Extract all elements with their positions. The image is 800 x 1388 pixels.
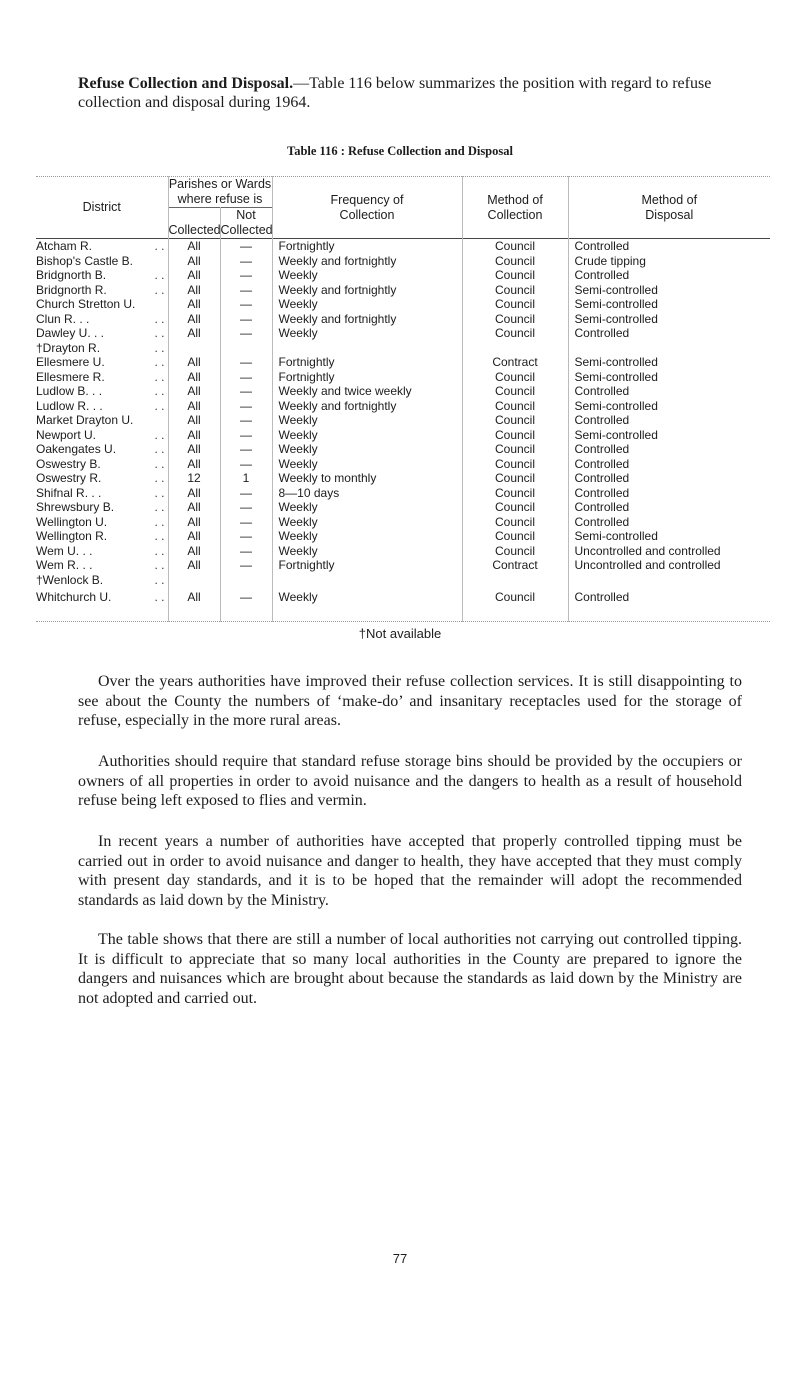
table-row [36, 239, 770, 254]
cell-frequency: Weekly [272, 442, 462, 457]
cell-not-collected: — [220, 239, 272, 254]
leader-dots: . . [154, 558, 165, 572]
cell-not-collected: — [220, 283, 272, 298]
cell-frequency: 8—10 days [272, 486, 462, 501]
cell-collected: All [168, 529, 220, 544]
district-name: Oswestry B. [36, 456, 101, 471]
cell-district [36, 486, 168, 501]
district-name: Wem R. . . [36, 558, 93, 572]
cell-method-collection: Council [462, 239, 568, 254]
district-name: Bridgnorth R. [36, 282, 107, 297]
cell-frequency: Weekly [272, 515, 462, 530]
district-name: Whitchurch U. [36, 590, 112, 604]
cell-district [36, 500, 168, 515]
cell-collected: All [168, 486, 220, 501]
leader-dots: . . [154, 500, 165, 514]
cell-district [36, 428, 168, 443]
leader-dots: . . [154, 340, 165, 355]
district-name: Wem U. . . [36, 543, 93, 558]
cell-method-collection: Council [462, 529, 568, 544]
cell-method-disposal: Controlled [574, 239, 630, 253]
table-row [36, 529, 770, 544]
cell-method-disposal: Controlled [574, 384, 630, 398]
paragraph-4: The table shows that there are still a number of local authorities not carrying out controlled tipping. It is difficult to appreciate that so many local authorities in the County are prepared to ignore the dangers and nuisances which are brought about because the standards as laid down by the Ministry are not adopted and carried out. [78, 931, 742, 1007]
table-row [36, 442, 770, 457]
cell-district: Church Stretton U. [36, 297, 168, 312]
paragraph-1: Over the years authorities have improved their refuse collection services. It is still disappointing to see about the County the numbers of ‘make-do’ and insanitary receptacles used for the storage of refuse, especially in the more rural areas. [78, 673, 742, 730]
leader-dots: . . [154, 384, 165, 398]
cell-collected: All [168, 413, 220, 428]
cell-method-collection: Council [462, 254, 568, 269]
cell-method-collection: Contract [462, 355, 568, 370]
cell-frequency: Fortnightly [272, 239, 462, 254]
cell-method-disposal: Controlled [574, 485, 630, 500]
table-row [36, 268, 770, 283]
table-caption: Table 116 : Refuse Collection and Disposal [287, 144, 513, 158]
leader-dots: . . [154, 572, 165, 587]
table-row [36, 370, 770, 385]
cell-district [36, 355, 168, 370]
district-name: Ellesmere U. [36, 355, 105, 369]
cell-district [36, 399, 168, 414]
table-body [36, 239, 770, 622]
cell-method-disposal: Semi-controlled [574, 369, 658, 384]
cell-method-collection: Council [462, 384, 568, 399]
district-name: †Wenlock B. [36, 572, 104, 587]
cell-method-collection: Council [462, 471, 568, 486]
table-row [36, 297, 770, 312]
cell-method-collection: Council [462, 544, 568, 559]
table-row [36, 486, 770, 501]
cell-frequency: Weekly and fortnightly [272, 312, 462, 327]
page-number: 77 [392, 1251, 408, 1266]
leader-dots: . . [154, 427, 165, 442]
cell-not-collected: — [220, 544, 272, 559]
table-row [36, 355, 770, 370]
cell-not-collected: — [220, 399, 272, 414]
district-name: Ellesmere R. [36, 369, 105, 384]
cell-collected [168, 573, 220, 588]
cell-not-collected: 1 [220, 471, 272, 486]
cell-method-disposal: Controlled [574, 456, 630, 471]
cell-collected: All [168, 239, 220, 254]
cell-not-collected: — [220, 457, 272, 472]
cell-frequency: Weekly [272, 413, 462, 428]
cell-collected: All [168, 370, 220, 385]
leader-dots: . . [154, 282, 165, 297]
cell-collected: All [168, 457, 220, 472]
cell-district [36, 283, 168, 298]
cell-collected [168, 341, 220, 356]
district-name: Bridgnorth B. [36, 268, 107, 282]
cell-method-disposal: Controlled [574, 500, 630, 514]
cell-not-collected: — [220, 500, 272, 515]
cell-frequency: Fortnightly [272, 370, 462, 385]
cell-collected: All [168, 355, 220, 370]
cell-method-collection: Council [462, 268, 568, 283]
leader-dots: . . [154, 355, 165, 369]
leader-dots: . . [154, 311, 165, 326]
cell-not-collected: — [220, 515, 272, 530]
cell-not-collected: — [220, 558, 272, 573]
cell-method-disposal: Semi-controlled [574, 297, 658, 311]
cell-frequency: Weekly to monthly [272, 471, 462, 486]
paragraph-2: Authorities should require that standard refuse storage bins should be provided by the occupiers or owners of all properties in order to avoid nuisance and the dangers to health as a result of household refuse being left exposed to flies and vermin. [78, 753, 742, 810]
cell-district [36, 341, 168, 356]
header-parishes-group [168, 177, 272, 208]
table-footnote: †Not available [358, 626, 442, 641]
cell-method-disposal: Controlled [574, 442, 630, 456]
intro-paragraph [78, 74, 738, 112]
cell-collected: All [168, 587, 220, 621]
cell-collected: All [168, 297, 220, 312]
cell-collected: All [168, 544, 220, 559]
table-row [36, 587, 770, 621]
table-row [36, 471, 770, 486]
table-row [36, 558, 770, 573]
cell-collected: All [168, 384, 220, 399]
cell-collected: 12 [168, 471, 220, 486]
cell-collected: All [168, 254, 220, 269]
district-name: †Drayton R. [36, 340, 101, 355]
header-frequency: Frequency of Collection [272, 177, 462, 239]
cell-not-collected: — [220, 297, 272, 312]
cell-method-collection: Council [462, 587, 568, 621]
cell-method-collection: Contract [462, 558, 568, 573]
cell-frequency: Weekly and fortnightly [272, 283, 462, 298]
table-row [36, 544, 770, 559]
leader-dots: . . [154, 456, 165, 471]
cell-frequency: Fortnightly [272, 355, 462, 370]
leader-dots: . . [154, 326, 165, 340]
district-name: Clun R. . . [36, 311, 90, 326]
header-method-collection: Method of Collection [462, 177, 568, 239]
cell-district: Bishop's Castle B. [36, 254, 168, 269]
cell-frequency [272, 341, 462, 356]
cell-collected: All [168, 442, 220, 457]
cell-method-collection: Council [462, 428, 568, 443]
table-row [36, 399, 770, 414]
cell-method-disposal: Semi-controlled [574, 311, 658, 326]
cell-district [36, 529, 168, 544]
cell-method-collection: Council [462, 312, 568, 327]
cell-method-collection: Council [462, 326, 568, 341]
cell-collected: All [168, 399, 220, 414]
cell-frequency: Weekly and twice weekly [272, 384, 462, 399]
cell-not-collected [220, 573, 272, 588]
cell-district [36, 442, 168, 457]
cell-frequency: Weekly [272, 326, 462, 341]
cell-not-collected: — [220, 312, 272, 327]
leader-dots: . . [154, 239, 165, 253]
table-row [36, 341, 770, 356]
cell-not-collected: — [220, 428, 272, 443]
cell-method-collection: Council [462, 500, 568, 515]
cell-method-collection: Council [462, 442, 568, 457]
table-row [36, 457, 770, 472]
table-row [36, 428, 770, 443]
refuse-table-container [36, 176, 770, 622]
cell-district [36, 573, 168, 588]
cell-not-collected: — [220, 529, 272, 544]
cell-district [36, 239, 168, 254]
cell-method-disposal: Controlled [574, 590, 630, 604]
cell-not-collected: — [220, 587, 272, 621]
cell-frequency: Weekly [272, 500, 462, 515]
cell-collected: All [168, 268, 220, 283]
header-parishes-line2: where refuse is [177, 192, 263, 206]
cell-method-disposal [568, 573, 770, 588]
cell-frequency: Weekly [272, 268, 462, 283]
header-not-collected: Not Collected [220, 208, 273, 237]
cell-not-collected: — [220, 370, 272, 385]
header-district: District [36, 177, 168, 239]
district-name: Newport U. [36, 427, 97, 442]
cell-method-collection [462, 341, 568, 356]
header-method-disposal: Method of Disposal [641, 192, 698, 222]
cell-collected: All [168, 428, 220, 443]
cell-method-disposal: Controlled [574, 514, 630, 529]
cell-method-disposal [568, 341, 770, 356]
table-row [36, 500, 770, 515]
cell-method-collection: Council [462, 515, 568, 530]
table-row [36, 283, 770, 298]
cell-frequency: Weekly [272, 457, 462, 472]
refuse-collection-table [36, 176, 770, 622]
district-name: Dawley U. . . [36, 326, 105, 340]
district-name: Atcham R. [36, 239, 93, 253]
district-name: Shrewsbury B. [36, 500, 115, 514]
table-row [36, 573, 770, 588]
table-row [36, 312, 770, 327]
cell-frequency: Weekly and fortnightly [272, 399, 462, 414]
cell-not-collected: — [220, 442, 272, 457]
cell-method-disposal: Semi-controlled [574, 529, 658, 543]
cell-collected: All [168, 312, 220, 327]
cell-district [36, 544, 168, 559]
district-name: Oswestry R. [36, 471, 102, 485]
cell-method-disposal: Controlled [574, 268, 630, 282]
cell-district [36, 384, 168, 399]
cell-district [36, 587, 168, 621]
intro-text: —Table 116 below summarizes the position with regard to refuse collection and disposal during 1964. [78, 75, 712, 111]
cell-frequency: Weekly [272, 587, 462, 621]
cell-method-collection [462, 573, 568, 588]
table-header [36, 177, 770, 239]
cell-not-collected: — [220, 384, 272, 399]
cell-frequency: Weekly and fortnightly [272, 254, 462, 269]
cell-district [36, 457, 168, 472]
cell-frequency: Weekly [272, 297, 462, 312]
table-row [36, 384, 770, 399]
cell-method-collection: Council [462, 370, 568, 385]
header-parishes-line1: Parishes or Wards [168, 177, 272, 191]
table-row [36, 254, 770, 269]
cell-collected: All [168, 283, 220, 298]
cell-frequency: Weekly [272, 544, 462, 559]
cell-not-collected: — [220, 326, 272, 341]
leader-dots: . . [154, 471, 165, 485]
district-name: Wellington U. [36, 514, 108, 529]
cell-method-collection: Council [462, 297, 568, 312]
district-name: Wellington R. [36, 529, 108, 543]
leader-dots: . . [154, 398, 165, 413]
table-row [36, 413, 770, 428]
cell-method-collection: Council [462, 283, 568, 298]
cell-method-disposal: Uncontrolled and controlled [574, 543, 721, 558]
leader-dots: . . [154, 369, 165, 384]
leader-dots: . . [154, 543, 165, 558]
cell-method-disposal: Semi-controlled [574, 355, 658, 369]
cell-frequency: Weekly [272, 529, 462, 544]
cell-frequency: Fortnightly [272, 558, 462, 573]
district-name: Ludlow B. . . [36, 384, 103, 398]
cell-collected: All [168, 500, 220, 515]
header-collected: Collected [168, 208, 220, 239]
district-name: Shifnal R. . . [36, 485, 102, 500]
cell-not-collected: — [220, 254, 272, 269]
cell-method-disposal: Semi-controlled [574, 427, 658, 442]
cell-not-collected: — [220, 486, 272, 501]
cell-district [36, 471, 168, 486]
cell-not-collected [220, 341, 272, 356]
cell-district [36, 558, 168, 573]
table-row [36, 515, 770, 530]
cell-method-disposal: Controlled [574, 413, 630, 427]
leader-dots: . . [154, 529, 165, 543]
cell-method-disposal: Semi-controlled [574, 282, 658, 297]
intro-heading: Refuse Collection and Disposal. [78, 75, 294, 92]
cell-frequency: Weekly [272, 428, 462, 443]
district-name: Ludlow R. . . [36, 398, 103, 413]
leader-dots: . . [154, 590, 165, 604]
cell-collected: All [168, 515, 220, 530]
cell-method-disposal: Controlled [574, 471, 630, 485]
cell-not-collected: — [220, 413, 272, 428]
paragraph-3: In recent years a number of authorities have accepted that properly controlled tipping must be carried out in order to avoid nuisance and danger to health, they have accepted that they must comply with present day standards, and it is to be hoped that the remainder will adopt the recommended standards as laid down by the Ministry. [78, 833, 742, 909]
cell-frequency [272, 573, 462, 588]
district-name: Oakengates U. [36, 442, 117, 456]
cell-method-disposal: Uncontrolled and controlled [574, 558, 721, 572]
cell-not-collected: — [220, 268, 272, 283]
cell-district [36, 312, 168, 327]
cell-method-collection: Council [462, 486, 568, 501]
cell-method-collection: Council [462, 457, 568, 472]
cell-method-disposal: Semi-controlled [574, 398, 658, 413]
leader-dots: . . [154, 485, 165, 500]
leader-dots: . . [154, 514, 165, 529]
cell-district [36, 370, 168, 385]
table-row [36, 326, 770, 341]
cell-method-collection: Council [462, 413, 568, 428]
cell-not-collected: — [220, 355, 272, 370]
cell-district [36, 515, 168, 530]
cell-method-collection: Council [462, 399, 568, 414]
leader-dots: . . [154, 442, 165, 456]
cell-collected: All [168, 326, 220, 341]
cell-district: Market Drayton U. [36, 413, 168, 428]
cell-district [36, 326, 168, 341]
leader-dots: . . [154, 268, 165, 282]
cell-collected: All [168, 558, 220, 573]
cell-method-disposal: Controlled [574, 326, 630, 340]
cell-method-disposal: Crude tipping [574, 253, 646, 268]
cell-district [36, 268, 168, 283]
